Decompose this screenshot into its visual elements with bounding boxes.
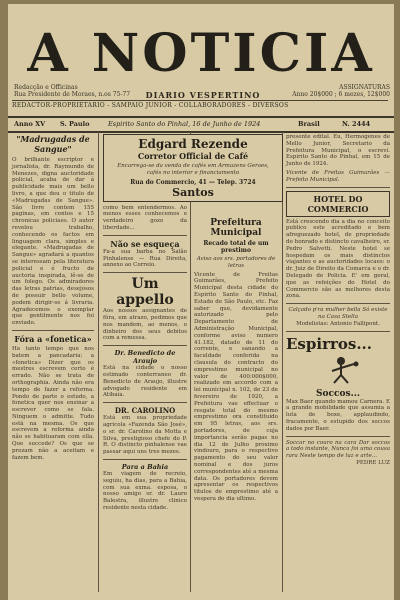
divider: [103, 272, 187, 273]
article-body: Vicente de Freitas Guimarães, Prefeito Municipal desta cidade do Espirito Santo do Pinhal, Estado de São Paulo, etc. Faz saber que, devidamente autorizado pelo Departamento de Administração Municipal, conforme aviso numero 41.182, datado de 11 do corrente, e sanando a faculdade conferida na clausula do contracto do emprestimo municipal no valor de 400:000$000, realizado em accordo com a lei municipal n. 102, de 23 de fevereiro de 1920, a Prefeitura vae effectuar o resgate total do mesmo emprestimo ora constituido em 95 letras, aos srs. portadores, de cuja importancia serão pagas no dia 12 de Julho proximo vindouro, para o respectivo pagamento do seu valor nominal e dos juros correspondentes até a mesma data. Os portadores devem apresentar os respectivos titulos de emprestimo até a vespera do dia ultimo.: [194, 271, 278, 502]
article-title: DR. CAROLINO: [114, 406, 176, 416]
column-divider: [98, 132, 99, 592]
ad-address: Rua do Commercio, 41 — Telep. 3724: [130, 178, 256, 186]
article-title: Soccos...: [316, 388, 360, 399]
divider: [286, 436, 390, 437]
divider: [103, 235, 187, 236]
left-info-line-1: Redacção e Officinas: [14, 84, 78, 91]
article-title: Espirros...: [286, 334, 372, 353]
article-body: como bem entendermos. Ao menos esses conhecemos e verdadeiro gozo da liberdade...: [103, 204, 187, 231]
column-3: [194, 218, 278, 592]
article-body: Está na cidade o nosso estimado conterraneo dr. Benedicto de Araujo, illustre advogado residente em Atibaia.: [103, 365, 187, 399]
divider: [103, 402, 187, 403]
advertisement-text: Calçado p'ra mulher bella Só existe na Casa Stella: [288, 307, 388, 320]
divider: [103, 459, 187, 460]
left-info: [14, 84, 134, 98]
newspaper-page: [8, 4, 394, 600]
article-body: Fa-a sua barba no Salão Pinhalense — Rua Direita, annexo ao Correio.: [103, 248, 187, 269]
city-label: S. Paulo: [60, 120, 90, 128]
divider: [286, 303, 390, 304]
right-info-line-1: ASSIGNATURAS: [339, 84, 390, 91]
ad-description: Encarrega-se da venda de cafés em Armazens Geraes, cafés no interior e financiamento: [117, 163, 269, 176]
subtitle: DIARIO VESPERTINO: [145, 90, 261, 100]
article-title: "Madrugadas de Sangue": [16, 134, 90, 154]
divider: [286, 331, 390, 332]
article-body: Max Baer quando mamou Carnera. E a grande mobilidade que assumia a luta de boxe, applaudindo, fracamente, o estupido dos soccos dados por Baer.: [286, 398, 390, 432]
article-title: HOTEL DO COMMERCIO: [286, 191, 390, 217]
article-body: Está em sua propriedade agricola «Fazenda São José», o sr. dr. Carolino da Motta e Silva, prestigioso chefe do P. R. O distincto pinhalense vae passar aqui uns tres mezes.: [103, 415, 187, 456]
article-body: Aos nossos assignantes de fóra, em atrazo, pedimos que nos mandem, ao menos, o dinheiro dos seus debitos com a remessa.: [103, 308, 187, 342]
article-body: O brilhante escriptor e jornalista, dr. Raymundo de Menezes, digna auctoridade policial, acaba de dar á publicidade mais um bello livro, a que deu o titulo de «Madrugadas de Sangue». São livre contem 155 paginas, em contos e 15 chronicas policiaes. O autor revelou trabalho, conhecendo os factos em linguagem clara, simples e elegante. «Madrugadas de Sangue» agradará a quantos se interessam pela literatura policial e é fructo de auctoria inspirada, lê-se de um folego. Os admiradores das letras patrias, desejosos de possuir bello volume, podem dirigir-se á livraria. Agradecemos o exemplar que gentilmente nos foi enviado.: [12, 157, 94, 327]
left-info-line-2: Rua Presidente de Moraes, n.os 75-77: [14, 91, 131, 98]
right-info-line-2: Anno 20$000 ; 6 mezes, 12$000: [292, 91, 390, 98]
author: PEDRE LUZ: [356, 459, 390, 466]
article-body: presente edital. Eu, Hermogenes de Mello Junior, Secretario da Prefeitura Municipal, o escrevi. Espirito Santo do Pinhal, em 15 de Junho de 1924.: [286, 134, 390, 168]
advertisement-box: [103, 134, 283, 202]
ad-city: Santos: [172, 185, 214, 199]
newspaper-title: A NOTICIA: [27, 23, 375, 84]
advertisement-subtext: Modelistas: Antonio Fallipont.: [296, 320, 380, 327]
column-1: [12, 134, 94, 592]
issue-number: N. 2444: [342, 120, 371, 128]
article-body: Está crescendo dia a dia no conceito publico este acreditado e bem afreguezado hotel, de propriedade do honrado e distincto cavalheiro, sr. Pedro Salvetti. Neste hotel se hospedam os mais distinctos viajantes e as auctoridades locaes: o dr. Juiz de Direito da Comarca e o dr. Delegado de Policia. E' em geral, que as refeições do Hotel do Commercio são as melhores desta zona.: [286, 218, 390, 300]
article-title: Dr. Benedicto de Araujo: [114, 349, 176, 366]
ad-role: Corretor Official de Café: [137, 151, 249, 161]
article-title: Fóra a «fonetica»: [14, 333, 92, 344]
signature: Vicente de Freitas Guimarães — Prefeito Municipal.: [286, 169, 390, 183]
year-label: Anno XV: [14, 120, 46, 128]
right-info: [286, 84, 390, 98]
divider: [12, 330, 94, 331]
divider: [103, 345, 187, 346]
article-body: Ha tanto tempo que nos batem a pancadaria: a «fonetica» Dizer que os mestres escrevem certo é errado. Não se trata de orthographia. Ainda não era tempo de fazer a reforma. Pondo de parte o estudo, a fonetica quer nos ensinar a escrever como se fala. Ninguem o admitte. Tudo está na mesma. Os que escrevem a reforma ainda não se habituaram com ella. Que succede? Os que se prezam não a aceitam e fazem bem.: [12, 345, 94, 461]
verse: Soccar no couro na cara Dar soccos a todo instante, Nunca foi uma cousa rara Neste tempo de luz e arte...: [286, 439, 390, 460]
country-label: Brasil: [298, 120, 320, 128]
article-title: Prefeitura Municipal: [210, 218, 262, 238]
dateline: [8, 116, 394, 133]
boxer-illustration: [286, 353, 386, 385]
article-title: Não se esqueça: [110, 238, 180, 249]
article-lead: Aviso aos srs. portadores de letras: [196, 256, 276, 269]
masthead: [8, 4, 394, 116]
staff-line: REDACTOR-PROPRIETARIO - SAMPAIO JUNIOR - COLLABORADORES - DIVERSOS: [12, 100, 388, 109]
article-title: Um appello: [116, 276, 174, 309]
place-date: Espirito Santo do Pinhal, 16 de Junho de 1924: [108, 120, 261, 128]
column-4: [286, 134, 390, 592]
ad-name: Edgard Rezende: [138, 137, 248, 151]
article-subtitle: Recado total de um prestimo: [203, 240, 269, 254]
divider: [286, 187, 390, 188]
article-title: Para a Bahia: [121, 462, 169, 471]
article-body: Em viagem de recreio, seguiu, ha dias, para a Bahia, com sua exma. esposa, o nosso amigo sr. dr. Lauro Balestra, illustre clinico residente nesta cidade.: [103, 470, 187, 511]
